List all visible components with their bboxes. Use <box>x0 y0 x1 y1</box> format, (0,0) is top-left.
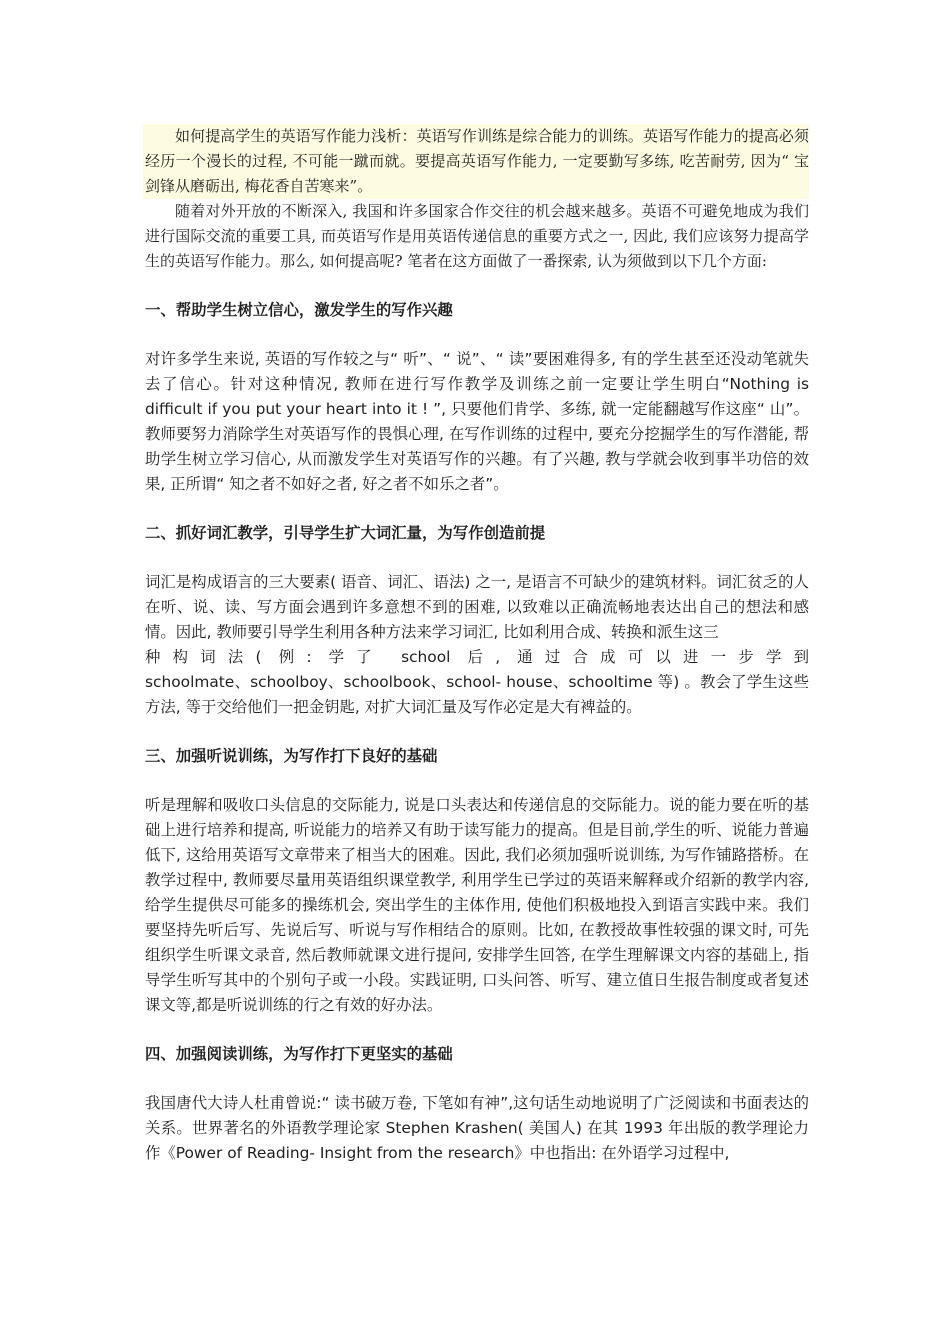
intro-paragraph-1: 如何提高学生的英语写作能力浅析：英语写作训练是综合能力的训练。英语写作能力的提高必须经历一个漫长的过程, 不可能一蹴而就。要提高英语写作能力, 一定要勤写多练, 吃苦耐劳, 因为“ 宝剑锋从磨砺出, 梅花香自苦寒来”。 <box>145 127 809 195</box>
section-2-heading: 二、抓好词汇教学，引导学生扩大词汇量，为写作创造前提 <box>145 524 546 542</box>
section-4-paragraph: 我国唐代大诗人杜甫曾说:“ 读书破万卷, 下笔如有神”,这句话生动地说明了广泛阅读和书面表达的关系。世界著名的外语教学理论家 Stephen Krashen( 美国人) 在其 1993 年出版的教学理论力作《Power of Reading- Insight from the research》中也指出: 在外语学习过程中, <box>145 1094 809 1162</box>
section-2-paragraph-part-2: 种构词法( 例: 学了 school 后, 通过合成可以进一步学到 <box>145 648 809 666</box>
document-body <box>145 124 809 1166</box>
section-3-paragraph: 听是理解和吸收口头信息的交际能力, 说是口头表达和传递信息的交际能力。说的能力要在听的基础上进行培养和提高, 听说能力的培养又有助于读写能力的提高。但是目前,学生的听、说能力普遍低下, 这给用英语写文章带来了相当大的困难。因此, 我们必须加强听说训练, 为写作铺路搭桥。在教学过程中, 教师要尽量用英语组织课堂教学, 利用学生已学过的英语来解释或介绍新的教学内容, 给学生提供尽可能多的操练机会, 突出学生的主体作用, 使他们积极地投入到语言实践中来。我们要坚持先听后写、先说后写、听说与写作相结合的原则。比如, 在教授故事性较强的课文时, 可先组织学生听课文录音, 然后教师就课文进行提问, 安排学生回答, 在学生理解课文内容的基础上, 指导学生听写其中的个别句子或一小段。实践证明, 口头问答、听写、建立值日生报告制度或者复述课文等,都是听说训练的行之有效的好办法。 <box>145 796 809 1014</box>
section-4-heading: 四、加强阅读训练，为写作打下更坚实的基础 <box>145 1045 453 1063</box>
section-1-heading: 一、帮助学生树立信心，激发学生的写作兴趣 <box>145 301 453 319</box>
highlighted-intro <box>143 124 809 199</box>
section-1-body <box>145 347 809 497</box>
section-2-paragraph-part-3: schoolmate、schoolboy、schoolbook、school- house、schooltime 等) 。教会了学生这些方法, 等于交给他们一把金钥匙, 对扩大词汇量及写作必定是大有裨益的。 <box>145 673 809 716</box>
intro-paragraph-2: 随着对外开放的不断深入, 我国和许多国家合作交往的机会越来越多。英语不可避免地成为我们进行国际交流的重要工具, 而英语写作是用英语传递信息的重要方式之一, 因此, 我们应该努力提高学生的英语写作能力。那么, 如何提高呢? 笔者在这方面做了一番探索, 认为须做到以下几个方面: <box>145 202 809 270</box>
section-4-body <box>145 1091 809 1166</box>
section-2-paragraph-part-1: 词汇是构成语言的三大要素( 语音、词汇、语法) 之一, 是语言不可缺少的建筑材料。词汇贫乏的人在听、说、读、写方面会遇到许多意想不到的困难, 以致难以正确流畅地表达出自己的想法和感情。因此, 教师要引导学生利用各种方法来学习词汇, 比如利用合成、转换和派生这三 <box>145 573 809 641</box>
section-2-body <box>145 570 809 720</box>
section-3-body <box>145 793 809 1018</box>
section-3-heading: 三、加强听说训练，为写作打下良好的基础 <box>145 747 438 765</box>
section-1-paragraph: 对许多学生来说, 英语的写作较之与“ 听”、“ 说”、“ 读”要困难得多, 有的学生甚至还没动笔就失去了信心。针对这种情况, 教师在进行写作教学及训练之前一定要让学生明白“Nothing is difficult if you put your heart into it ! ”, 只要他们肯学、多练, 就一定能翻越写作这座“ 山”。教师要努力消除学生对英语写作的畏惧心理, 在写作训练的过程中, 要充分挖掘学生的写作潜能, 帮助学生树立学习信心, 从而激发学生对英语写作的兴趣。有了兴趣, 教与学就会收到事半功倍的效果, 正所谓“ 知之者不如好之者, 好之者不如乐之者”。 <box>145 350 809 493</box>
